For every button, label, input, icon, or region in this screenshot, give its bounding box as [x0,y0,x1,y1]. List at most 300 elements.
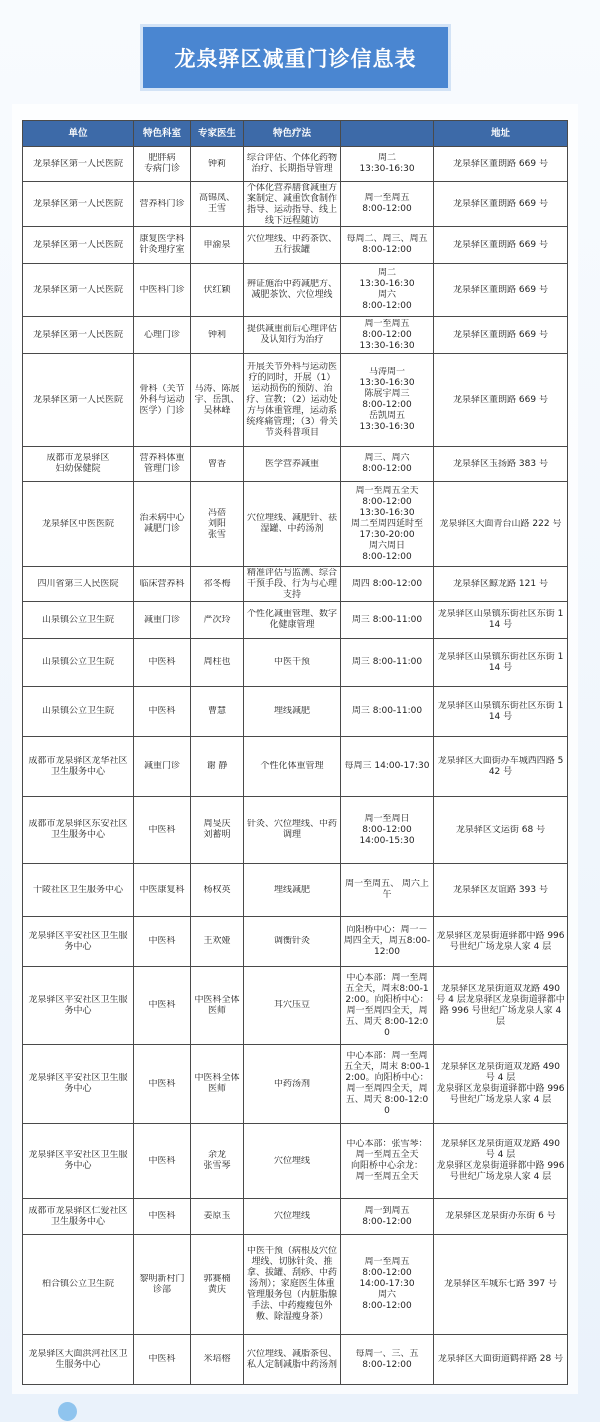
unit-cell [23,182,134,227]
department-text: 中医科 [148,1078,176,1089]
hours-text: 周一至周五 [364,193,410,203]
therapy-cell [244,687,341,737]
address-text: 龙泉驿区鲸龙路 121 号 [453,578,548,589]
hours-text: 周一至周五全天 [355,485,419,496]
table-row [23,602,568,639]
clinic-info-table [22,120,567,1385]
hours-text: 陈展宇周三 [364,389,410,399]
hours-text: 13:30-16:30 [359,279,415,289]
unit-cell [23,1045,134,1124]
department-text: 中医科 [148,1354,176,1364]
therapy-cell [244,639,341,687]
hours-text: 中心本部：周一至周五全天，周末8:00-12:00。向阳桥中心：周一至周四全天，周五、周天 8:00-12:00 [345,972,429,1038]
unit-cell [23,602,134,639]
department-text: 减重门诊 [143,761,180,771]
department-text: 中医科 [148,824,176,835]
therapy-text: 辨证施治中药减肥方、减肥茶饮、穴位埋线 [246,279,337,300]
unit-text: 四川省第三人民医院 [37,578,119,589]
department-text: 中医科 [148,1155,176,1166]
department-cell [134,917,191,967]
address-cell [434,737,568,797]
table-row [23,687,568,737]
department-cell [134,1335,191,1385]
hours-text: 13:30-16:30 [359,164,415,174]
hours-text: 8:00-12:00 [362,1216,412,1227]
hours-text: 14:00-17:30 [359,1279,415,1289]
hours-text: 周二 [377,153,396,163]
department-text: 营养科体重管理门诊 [139,453,185,474]
doctor-text: 中医科全体医师 [194,1073,240,1094]
department-text: 中医科门诊 [139,284,185,295]
hours-cell [341,1235,434,1335]
therapy-text: 穴位埋线、减脂茶包、私人定制减脂中药汤剂 [246,1348,337,1370]
hours-text: 每周二、周三、周五 [346,234,428,244]
hours-text: 8:00-12:00 [362,464,412,474]
table-header-row [23,121,568,147]
doctor-text: 杨权英 [203,884,231,895]
address-cell [434,264,568,317]
department-cell [134,737,191,797]
doctor-text: 王欢娅 [203,936,231,946]
doctor-cell [191,1199,244,1235]
department-text: 心理门诊 [143,329,180,340]
table-row [23,567,568,602]
unit-text: 龙泉驿区第一人民医院 [32,329,123,340]
hours-cell [341,1335,434,1385]
hours-text: 中心本部：周一至周五全天，周末 8:00-12:00。向阳桥中心：周一至周四全天，周五、周天 8:00-12:00 [343,1051,431,1116]
department-cell [134,182,191,227]
table-row [23,1045,568,1124]
therapy-text: 医学营养减重 [264,458,319,469]
doctor-text: 祁冬梅 [203,578,231,589]
table-row [23,354,568,447]
hours-text: 马涛周一 [368,367,405,377]
address-cell [434,567,568,602]
unit-text: 龙泉驿区第一人民医院 [32,394,123,405]
address-cell [434,1124,568,1199]
therapy-cell [244,967,341,1045]
unit-cell [23,1199,134,1235]
therapy-cell [244,1235,341,1335]
unit-text: 十陵社区卫生服务中心 [32,884,123,895]
unit-text: 龙泉驿区中医医院 [41,518,114,529]
doctor-cell [191,1124,244,1199]
department-cell [134,447,191,482]
address-text: 龙泉驿区大面街办车城西四路 542 号 [437,755,564,777]
header-address: 地址 [434,121,568,147]
doctor-text: 王雪 [207,204,226,214]
unit-cell [23,447,134,482]
therapy-text: 耳穴压豆 [273,1000,310,1010]
doctor-cell [191,317,244,354]
unit-text: 山泉镇公立卫生院 [41,657,114,667]
department-text: 中医科 [148,657,176,667]
hours-text: 岳凯周五 [368,411,405,421]
doctor-cell [191,602,244,639]
table-row [23,639,568,687]
doctor-text: 刘阳 [207,518,226,529]
address-text: 龙泉驿区车城东七路 397 号 [444,1279,557,1289]
therapy-text: 穴位埋线、减肥针、祛湿罐、中药汤剂 [246,513,337,534]
hours-text: 8:00-12:00 [362,551,412,562]
address-text: 龙泉驿区董朗路 669 号 [453,158,548,169]
address-text: 龙泉驿区董朗路 669 号 [453,284,548,295]
department-cell [134,482,191,567]
therapy-text: 中药汤剂 [273,1078,310,1089]
therapy-text: 埋线减肥 [273,884,310,895]
address-text: 龙泉驿区龙泉街道双龙路 490 号 4 层 [440,1139,561,1160]
unit-text: 龙泉驿区第一人民医院 [32,239,123,250]
department-text: 中医康复科 [139,884,185,895]
unit-cell [23,1235,134,1335]
address-text: 龙泉驿区龙泉街道双龙路 490 号 4 层龙泉驿区龙泉街道驿都中路 996 号世纪广场龙泉人家 4 层 [436,983,565,1027]
therapy-cell [244,354,341,447]
therapy-text: 精准评估与监测、综合干预手段、行为与心理支持 [246,568,337,600]
therapy-cell [244,1335,341,1385]
doctor-cell [191,567,244,602]
therapy-text: 穴位埋线 [273,1155,310,1166]
department-text: 黎明新村门诊部 [139,1273,185,1295]
unit-cell [23,687,134,737]
hours-text: 中心本部：张雪琴： [346,1139,428,1149]
page-title: 龙泉驿区减重门诊信息表 [143,27,448,88]
hours-text: 8:00-12:00 [362,329,412,340]
doctor-cell [191,639,244,687]
table-row [23,797,568,864]
hours-text: 8:00-12:00 [362,1301,412,1311]
hours-text: 每周三 14:00-17:30 [344,761,430,771]
address-text: 龙泉驿区董朗路 669 号 [453,239,548,250]
unit-text: 龙泉驿区第一人民医院 [32,158,123,169]
therapy-text: 提供减重前后心理评估及认知行为治疗 [246,324,337,345]
unit-cell [23,147,134,182]
hours-text: 周三 8:00-11:00 [351,706,423,716]
address-cell [434,639,568,687]
therapy-text: 个性化减重管理、数字化健康管理 [246,609,337,630]
hours-cell [341,447,434,482]
header-department: 特色科室 [134,121,191,147]
address-cell [434,1199,568,1235]
department-text: 康复医学科 [139,234,185,244]
address-text: 龙泉驿区龙泉街道驿都中路 996 号世纪广场龙泉人家 4 层 [436,1161,565,1182]
address-cell [434,967,568,1045]
therapy-text: 埋线减肥 [273,706,310,716]
department-text: 中医科 [148,1000,176,1010]
therapy-text: 综合评估、个体化药物治疗、长期指导管理 [246,153,337,174]
hours-cell [341,147,434,182]
address-cell [434,147,568,182]
unit-cell [23,354,134,447]
address-text: 龙泉驿区玉扬路 383 号 [453,458,548,469]
hours-text: 14:00-15:30 [359,835,415,846]
doctor-text: 郭赛楠 [203,1273,231,1284]
therapy-cell [244,1199,341,1235]
hours-text: 向阳桥中心余龙： [350,1161,423,1171]
doctor-cell [191,354,244,447]
hours-text: 周一到周五 [364,1205,410,1216]
unit-text: 成都市龙泉驿区仁爱社区卫生服务中心 [28,1205,128,1227]
unit-text: 龙泉驿区平安社区卫生服务中心 [28,1073,128,1094]
doctor-text: 张雪琴 [203,1161,231,1171]
address-text: 龙泉驿区董朗路 669 号 [453,394,548,405]
address-cell [434,602,568,639]
department-cell [134,1124,191,1199]
unit-text: 柏合镇公立卫生院 [41,1279,114,1289]
table-row [23,227,568,264]
address-text: 龙泉驿区龙泉街道驿都中路 996 号世纪广场龙泉人家 4 层 [436,1084,565,1105]
doctor-cell [191,182,244,227]
unit-text: 山泉镇公立卫生院 [41,614,114,625]
hours-cell [341,967,434,1045]
hours-text: 周二至周四延时至 [350,518,423,529]
table-row [23,864,568,917]
doctor-text: 周柱也 [203,657,231,667]
hours-text: 向阳桥中心：周一－周四全天，周五8:00-12:00 [343,925,431,957]
hours-text: 8:00-12:00 [362,1359,412,1370]
hours-cell [341,567,434,602]
therapy-text: 中医干预 [273,657,310,667]
address-text: 龙泉驿区山泉镇东街社区东街 114 号 [437,700,564,722]
doctor-cell [191,482,244,567]
hours-text: 13:30-16:30 [359,422,415,432]
department-cell [134,687,191,737]
table-row [23,1235,568,1335]
hours-cell [341,737,434,797]
unit-cell [23,1124,134,1199]
doctor-text: 申渝泉 [203,239,231,250]
hours-cell [341,917,434,967]
unit-cell [23,567,134,602]
table-row [23,967,568,1045]
hours-cell [341,797,434,864]
doctor-cell [191,447,244,482]
department-text: 营养科门诊 [139,198,185,209]
header-doctor: 专家医生 [191,121,244,147]
unit-cell [23,1335,134,1385]
unit-text: 妇幼保健院 [55,464,101,474]
address-cell [434,917,568,967]
doctor-text: 刘蓄明 [203,830,231,840]
doctor-text: 曾香 [207,458,226,469]
department-cell [134,967,191,1045]
doctor-cell [191,1235,244,1335]
department-cell [134,797,191,864]
unit-text: 成都市龙泉驿区龙华社区卫生服务中心 [28,755,128,777]
hours-text: 周一至周五 [364,1257,410,1267]
unit-cell [23,797,134,864]
address-cell [434,182,568,227]
hours-text: 17:30-20:00 [359,529,415,540]
unit-cell [23,737,134,797]
therapy-cell [244,917,341,967]
department-cell [134,317,191,354]
address-text: 龙泉驿区龙泉街道驿都中路 996 号世纪广场龙泉人家 4 层 [436,930,565,952]
hours-cell [341,354,434,447]
unit-text: 龙泉驿区第一人民医院 [32,198,123,209]
doctor-text: 钟莉 [207,158,226,169]
unit-text: 龙泉驿区平安社区卫生服务中心 [28,930,128,952]
department-cell [134,567,191,602]
doctor-text: 高锦凤、 [198,193,235,203]
department-cell [134,264,191,317]
hours-cell [341,317,434,354]
address-cell [434,447,568,482]
table-row [23,1199,568,1235]
unit-text: 成都市龙泉驿区东安社区卫生服务中心 [28,819,128,840]
hours-cell [341,1199,434,1235]
table-row [23,147,568,182]
doctor-text: 钟利 [207,329,226,340]
doctor-text: 黄庆 [207,1284,226,1295]
hours-text: 8:00-12:00 [362,824,412,835]
table-row [23,1335,568,1385]
unit-text: 山泉镇公立卫生院 [41,706,114,716]
therapy-cell [244,317,341,354]
unit-cell [23,639,134,687]
hours-text: 13:30-16:30 [359,378,415,388]
therapy-text: 开展关节外科与运动医疗的同时，开展（1）运动损伤的预防、治疗、宣教；（2）运动处方与体重管理，运动系统疼痛管理；（3）骨关节炎科普项目 [246,361,338,438]
therapy-cell [244,602,341,639]
decorative-dot [58,1402,77,1421]
unit-text: 龙泉驿区大面洪河社区卫生服务中心 [28,1348,128,1370]
doctor-cell [191,1335,244,1385]
hours-text: 13:30-16:30 [359,340,415,351]
unit-cell [23,317,134,354]
doctor-cell [191,917,244,967]
unit-cell [23,227,134,264]
address-text: 龙泉驿区大面青台山路 222 号 [439,518,562,529]
therapy-text: 中医干预（病根及穴位埋线、切脉针灸、推拿、拔罐、刮痧、中药汤剂）；家庭医生体重管理服务包（内脏脂腺手法、中药瘦瘦包外敷、除湿瘦身茶） [246,1246,337,1322]
doctor-text: 伏红颖 [203,284,231,295]
hours-cell [341,482,434,567]
address-text: 龙泉驿区文运街 68 号 [455,824,546,835]
therapy-cell [244,482,341,567]
therapy-cell [244,864,341,917]
department-text: 临床营养科 [139,578,185,589]
header-therapy: 特色疗法 [244,121,341,147]
hours-cell [341,1045,434,1124]
hours-cell [341,687,434,737]
doctor-text: 余龙 [207,1150,226,1160]
therapy-cell [244,1045,341,1124]
address-text: 龙泉驿区董朗路 669 号 [453,329,548,340]
doctor-text: 马涛、陈展宇、岳凯、吴林峰 [194,383,240,416]
hours-cell [341,1124,434,1199]
hours-text: 周一至周五、 周六上午 [345,879,429,900]
department-text: 骨科（关节外科与运动医学）门诊 [139,383,185,416]
address-cell [434,227,568,264]
doctor-cell [191,797,244,864]
hours-text: 周六 [377,290,396,300]
table-row [23,917,568,967]
unit-cell [23,967,134,1045]
table-body [23,147,568,1385]
address-text: 龙泉驿区龙泉街办东街 6 号 [445,1211,556,1221]
doctor-text: 周旻庆 [203,819,231,829]
hours-cell [341,264,434,317]
address-text: 龙泉驿区龙泉街道双龙路 490 号 4 层 [440,1062,561,1083]
therapy-text: 调衡针灸 [273,936,310,946]
address-text: 龙泉驿区大面街道鹤祥路 28 号 [437,1354,564,1364]
department-text: 肥胖病 [148,153,176,163]
doctor-text: 严次玲 [203,614,231,625]
doctor-text: 米培榕 [203,1354,231,1364]
doctor-cell [191,147,244,182]
therapy-cell [244,147,341,182]
department-text: 中医科 [148,936,176,946]
hours-text: 13:30-16:30 [359,507,415,518]
therapy-cell [244,227,341,264]
doctor-cell [191,1045,244,1124]
department-cell [134,639,191,687]
hours-text: 周一至周五全天 [355,1172,419,1182]
address-cell [434,797,568,864]
doctor-cell [191,737,244,797]
therapy-cell [244,264,341,317]
table-row [23,182,568,227]
unit-text: 龙泉驿区第一人民医院 [32,284,123,295]
hours-text: 周三 8:00-11:00 [351,657,423,667]
header-unit: 单位 [23,121,134,147]
address-cell [434,354,568,447]
hours-text: 周一至周五全天 [355,1150,419,1160]
address-text: 龙泉驿区山泉镇东街社区东街 114 号 [437,651,564,673]
address-cell [434,482,568,567]
hours-text: 周一至周日 [364,813,410,824]
hours-text: 周六周日 [368,540,405,551]
doctor-cell [191,864,244,917]
therapy-cell [244,1124,341,1199]
table-row [23,482,568,567]
doctor-text: 冯蓓 [207,507,226,518]
hours-cell [341,639,434,687]
table-row [23,264,568,317]
doctor-text: 谢 静 [206,761,228,771]
doctor-cell [191,264,244,317]
department-text: 针灸理疗室 [139,245,185,255]
unit-text: 龙泉驿区平安社区卫生服务中心 [28,994,128,1016]
hours-text: 8:00-12:00 [362,496,412,507]
header-hours [341,121,434,147]
address-cell [434,687,568,737]
table-row [23,317,568,354]
therapy-cell [244,567,341,602]
unit-cell [23,482,134,567]
address-cell [434,317,568,354]
doctor-cell [191,687,244,737]
address-text: 龙泉驿区山泉镇东街社区东街 114 号 [437,609,564,630]
hours-text: 8:00-12:00 [362,245,412,255]
hours-text: 8:00-12:00 [362,301,412,311]
therapy-text: 穴位埋线、中药茶饮、五行拔罐 [246,234,337,255]
hours-text: 周一至周五 [364,318,410,329]
therapy-text: 个性化体重管理 [260,761,324,771]
therapy-cell [244,447,341,482]
hours-text: 8:00-12:00 [362,204,412,214]
hours-text: 周三、周六 [364,453,410,463]
unit-cell [23,917,134,967]
hours-text: 周四 8:00-12:00 [351,578,423,589]
hours-text: 周三 8:00-11:00 [351,614,423,625]
department-cell [134,1045,191,1124]
department-text: 中医科 [148,706,176,716]
table-row [23,447,568,482]
doctor-text: 张雪 [207,529,226,540]
hours-text: 8:00-12:00 [362,400,412,410]
doctor-text: 姜原玉 [203,1211,231,1221]
hours-text: 周二 [377,268,396,278]
address-cell [434,1335,568,1385]
